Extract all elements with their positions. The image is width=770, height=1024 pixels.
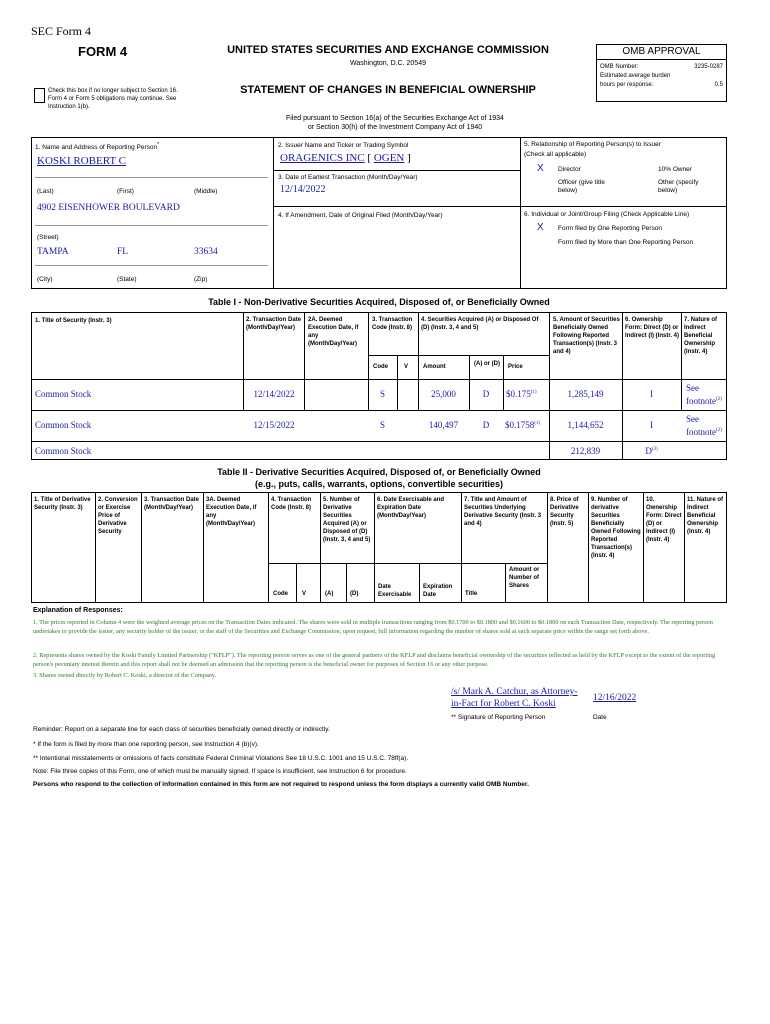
explanation-heading: Explanation of Responses: xyxy=(33,607,123,614)
t1-r1-owned: 1,285,149 xyxy=(567,389,604,399)
footnote-2: 2. Represents shares owned by the Koski Family Limited Partnership ("KFLP"). The reporting person serves as one of the general partners of the KFLP and disclaims beneficial ownership of the securities reflected as held by the KFLP except to the extent of the reporting person's pecuniary interest therein and this report shall not be deemed an admission that the reporting person is the beneficial owner for purposes of Section 16 or any other purpose. xyxy=(33,652,716,668)
t2-h-conversion: 2. Conversion or Exercise Price of Derivative Security xyxy=(98,497,138,535)
ticker-close: ] xyxy=(407,152,411,164)
t1-h-acquired: 4. Securities Acquired (A) or Disposed Of (D) (Instr. 3, 4 and 5) xyxy=(421,317,539,331)
date-label: Date xyxy=(593,714,607,721)
t1-r1-amount: 25,000 xyxy=(431,389,456,399)
t1-r2-nature-see: See xyxy=(686,414,699,424)
note-omb: Persons who respond to the collection of information contained in this form are not required to respond unless the form displays a currently valid OMB Number. xyxy=(33,781,529,788)
street-value: 4902 EISENHOWER BOULEVARD xyxy=(37,203,180,213)
t2-h-v: V xyxy=(302,591,307,597)
t1-r1-nature-footnote: footnote xyxy=(686,396,716,406)
t1-r3-form xyxy=(622,446,681,456)
note-instruction: * If the form is filed by more than one reporting person, see Instruction 4 (b)(v). xyxy=(33,741,259,748)
t1-h-code: 3. Transaction Code (Instr. 8) xyxy=(372,317,413,331)
box4-label: 4. If Amendment, Date of Original Filed (Month/Day/Year) xyxy=(278,212,443,219)
issuer-line xyxy=(280,152,411,164)
section16-checkbox[interactable] xyxy=(34,88,45,103)
statement-title: STATEMENT OF CHANGES IN BENEFICIAL OWNERSHIP xyxy=(240,84,536,96)
zip-value: 33634 xyxy=(194,247,218,257)
box6-filing xyxy=(520,206,727,289)
t1-h-aord: (A) or (D) xyxy=(474,361,500,367)
t1-r1-price xyxy=(506,389,537,399)
t1-r1-date: 12/14/2022 xyxy=(253,389,295,399)
table2-title-2: (e.g., puts, calls, warrants, options, convertible securities) xyxy=(254,479,504,489)
reporting-person-name[interactable]: KOSKI ROBERT C xyxy=(37,155,126,167)
street-label: (Street) xyxy=(37,234,59,241)
t1-r1-nature xyxy=(686,383,722,407)
t1-h-v: V xyxy=(404,364,409,370)
t1-h-owned: 5. Amount of Securities Beneficially Owned Following Reported Transaction(s) (Instr. 3 and 4) xyxy=(553,317,620,355)
t1-r1-form: I xyxy=(650,389,653,399)
city-label: (City) xyxy=(37,276,53,283)
t2-h-a: (A) xyxy=(325,591,334,597)
signature-line-2: in-Fact for Robert C. Koski xyxy=(451,699,556,709)
t1-h-form: 6. Ownership Form: Direct (D) or Indirect (I) (Instr. 4) xyxy=(625,317,680,339)
signature-date: 12/16/2022 xyxy=(593,693,637,703)
omb-approval-box xyxy=(596,44,727,102)
ticker-symbol[interactable]: OGEN xyxy=(373,152,405,164)
director-label: Director xyxy=(558,166,581,173)
agency-city: Washington, D.C. 20549 xyxy=(349,60,426,67)
ten-pct-label: 10% Owner xyxy=(658,166,692,173)
t1-r1-code: S xyxy=(379,389,385,399)
t1-h-amount: Amount xyxy=(423,364,446,370)
one-person-label: Form filed by One Reporting Person xyxy=(558,225,663,232)
box1-label xyxy=(35,142,159,151)
omb-number-label: OMB Number: xyxy=(600,64,639,70)
note-copies: Note: File three copies of this Form, one of which must be manually signed. If space is insufficient, see Instruction 6 for procedure. xyxy=(33,768,407,775)
zip-label: (Zip) xyxy=(194,276,208,283)
t1-r1-nature-see: See xyxy=(686,383,699,393)
footnote-1: 1. The prices reported in Column 4 were the weighted average prices on the Transaction Dates indicated. The shares were sold in multiple transactions ranging from $0.1700 to $0.1800 and $0.1600 to $0.1800 on each Transaction Date, respectively. The reporting person undertakes to provide the issuer, any security holder of the issuer, or the staff of the Securities and Exchange Commission, upon request, full information regarding the number of shares sold at each separate price within the range set forth above. xyxy=(33,619,713,635)
multi-person-label: Form filed by More than One Reporting Person xyxy=(558,239,694,246)
t2-h-exercisable: 6. Date Exercisable and Expiration Date (Month/Day/Year) xyxy=(377,497,445,519)
earliest-date-value: 12/14/2022 xyxy=(280,184,326,195)
t1-r1-nature-fn: (2) xyxy=(716,397,722,402)
t1-r1-price-fn: (1) xyxy=(530,390,537,395)
omb-burden-label: Estimated average burden xyxy=(600,73,671,79)
t2-h-owned: 9. Number of derivative Securities Beneficially Owned Following Reported Transaction(s) (Instr. 4) xyxy=(591,497,641,559)
officer-label: Officer (give title below) xyxy=(558,179,605,194)
signature-block xyxy=(451,686,578,710)
t2-h-code-sub: Code xyxy=(273,591,288,597)
box2-label: 2. Issuer Name and Ticker or Trading Symbol xyxy=(278,142,409,149)
box1-star: * xyxy=(157,142,160,148)
t1-r3-form-fn: (3) xyxy=(651,447,658,452)
other-label: Other (specify below) xyxy=(658,179,699,194)
t2-h-form: 10. Ownership Form: Direct (D) or Indirect (I) (Instr. 4) xyxy=(646,497,682,543)
table2-title xyxy=(31,466,727,490)
box3-label: 3. Date of Earliest Transaction (Month/Day/Year) xyxy=(278,174,418,181)
one-person-mark[interactable]: X xyxy=(537,222,544,233)
t2-h-amt: Amount or Number of Shares xyxy=(509,567,540,589)
t2-h-date: 3. Transaction Date (Month/Day/Year) xyxy=(144,497,200,511)
agency-title: UNITED STATES SECURITIES AND EXCHANGE COMMISSION xyxy=(227,44,549,56)
t2-h-price: 8. Price of Derivative Security (Instr. 5) xyxy=(550,497,579,527)
omb-hours-row xyxy=(597,79,726,88)
t1-r2-date: 12/15/2022 xyxy=(253,420,295,430)
middle-label: (Middle) xyxy=(194,188,218,195)
t1-r1-title: Common Stock xyxy=(35,389,92,399)
omb-number-value: 3235-0287 xyxy=(694,64,723,70)
table1-title: Table I - Non-Derivative Securities Acquired, Disposed of, or Beneficially Owned xyxy=(208,297,550,307)
t1-r3-owned: 212,839 xyxy=(570,446,601,456)
state-value: FL xyxy=(117,247,129,257)
filed-line-1: Filed pursuant to Section 16(a) of the Securities Exchange Act of 1934 xyxy=(286,115,504,122)
signature-label: ** Signature of Reporting Person xyxy=(451,714,546,721)
t2-h-underlying: 7. Title and Amount of Securities Underlying Derivative Security (Instr. 3 and 4) xyxy=(464,497,542,527)
t1-r2-price-value: $0.1758 xyxy=(505,420,535,430)
omb-hours-label: hours per response: xyxy=(600,82,654,88)
t1-r2-title: Common Stock xyxy=(35,420,92,430)
ticker-open: [ xyxy=(367,152,372,164)
omb-title: OMB APPROVAL xyxy=(597,45,726,60)
t2-h-deemed: 3A. Deemed Execution Date, if any (Month/Day/Year) xyxy=(206,497,257,527)
t2-h-nature: 11. Nature of Indirect Beneficial Ownership (Instr. 4) xyxy=(687,497,724,535)
t2-h-number: 5. Number of Derivative Securities Acquired (A) or Disposed of (D) (Instr. 3, 4 and 5) xyxy=(323,497,371,543)
t1-r3-title: Common Stock xyxy=(35,446,92,456)
t1-r2-nature xyxy=(686,414,722,438)
state-label: (State) xyxy=(117,276,137,283)
t1-r2-amount: 140,497 xyxy=(428,420,459,430)
t1-r2-owned: 1,144,652 xyxy=(567,420,604,430)
t2-h-d: (D) xyxy=(350,591,359,597)
filed-line-2: or Section 30(h) of the Investment Company Act of 1940 xyxy=(307,124,483,131)
t1-r2-price xyxy=(505,420,540,430)
director-mark[interactable]: X xyxy=(537,163,544,174)
t1-r3-form-value: D xyxy=(645,446,652,456)
t1-h-deemed: 2A. Deemed Execution Date, if any (Month/Day/Year) xyxy=(308,317,359,347)
t1-r2-code: S xyxy=(379,420,385,430)
t1-r2-form: I xyxy=(650,420,653,430)
t1-h-date: 2. Transaction Date (Month/Day/Year) xyxy=(246,317,302,331)
t1-h-price: Price xyxy=(508,364,523,370)
t2-h-title: 1. Title of Derivative Security (Instr. 3) xyxy=(34,497,91,511)
box1-label-text: 1. Name and Address of Reporting Person xyxy=(35,144,158,152)
t1-r1-price-value: $0.175 xyxy=(506,389,531,399)
note-misstatement: ** Intentional misstatements or omissions of facts constitute Federal Criminal Violations See 18 U.S.C. 1001 and 15 U.S.C. 78ff(a). xyxy=(33,755,409,762)
form-title: FORM 4 xyxy=(78,44,128,59)
checkbox-note: Check this box if no longer subject to Section 16. Form 4 or Form 5 obligations may continue. See Instruction 1(b). xyxy=(48,88,178,110)
signature-line-1: /s/ Mark A. Catchur, as Attorney- xyxy=(451,687,578,697)
city-value: TAMPA xyxy=(37,247,69,257)
filed-pursuant xyxy=(230,114,560,132)
box5-label: 5. Relationship of Reporting Person(s) to Issuer xyxy=(524,141,661,148)
table2-title-1: Table II - Derivative Securities Acquired, Disposed of, or Beneficially Owned xyxy=(217,467,541,477)
box6-label: 6. Individual or Joint/Group Filing (Check Applicable Line) xyxy=(524,211,690,218)
last-label: (Last) xyxy=(37,188,54,195)
t1-h-nature: 7. Nature of Indirect Beneficial Ownership (Instr. 4) xyxy=(684,317,718,355)
sec-form-label: SEC Form 4 xyxy=(31,24,92,38)
t2-h-date-ex: Date Exercisable xyxy=(378,584,412,598)
t1-r2-nature-fn: (2) xyxy=(716,428,722,433)
issuer-name[interactable]: ORAGENICS INC xyxy=(280,152,365,164)
note-reminder: Reminder: Report on a separate line for each class of securities beneficially owned directly or indirectly. xyxy=(33,726,330,733)
box5-sub: (Check all applicable) xyxy=(524,151,587,158)
t1-r2-price-fn: (1) xyxy=(534,421,541,426)
omb-hours-value: 0.5 xyxy=(714,82,723,88)
t1-r2-aord: D xyxy=(482,420,490,430)
t1-h-title: 1. Title of Security (Instr. 3) xyxy=(35,318,112,324)
first-label: (First) xyxy=(117,188,134,195)
omb-number-row xyxy=(597,60,726,70)
footnote-3: 3. Shares owned directly by Robert C. Koski, a director of the Company. xyxy=(33,672,217,679)
t2-h-code: 4. Transaction Code (Instr. 8) xyxy=(271,497,312,511)
t2-h-title-sub: Title xyxy=(465,591,478,597)
t2-h-exp: Expiration Date xyxy=(423,584,453,598)
t1-h-code-sub: Code xyxy=(373,364,388,370)
t1-r1-aord: D xyxy=(482,389,490,399)
t1-r2-nature-footnote: footnote xyxy=(686,427,716,437)
